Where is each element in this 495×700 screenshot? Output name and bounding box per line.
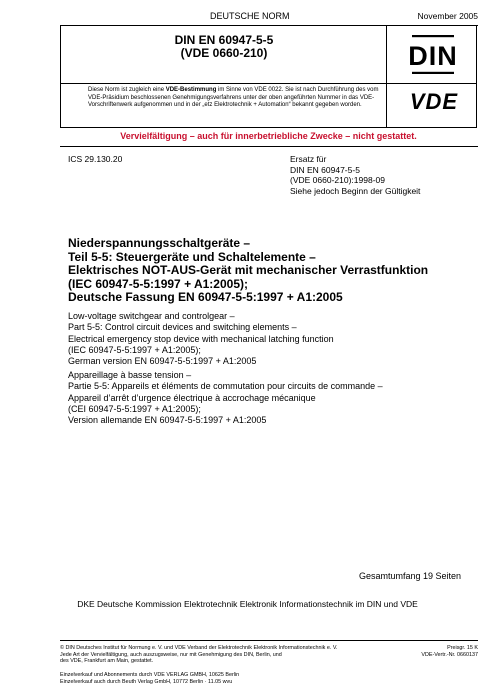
title-de-line: Deutsche Fassung EN 60947-5-5:1997 + A1:2005 [68, 290, 343, 305]
title-en-line: Electrical emergency stop device with mechanical latching function [68, 333, 334, 344]
page-count: Gesamtumfang 19 Seiten [358, 571, 461, 581]
title-de-line: Niederspannungsschaltgeräte – [68, 236, 251, 250]
sales-line: Einzelverkauf auch durch Beuth Verlag GmbH, 10772 Berlin · 11.05 wvu [60, 678, 233, 685]
replacement-line: DIN EN 60947-5-5 [290, 164, 360, 175]
vde-note [88, 87, 382, 110]
footer-rule [60, 640, 478, 641]
issue-date: November 2005 [417, 11, 478, 21]
title-en-line: German version EN 60947-5-5:1997 + A1:2005 [68, 356, 257, 367]
title-de-line: Teil 5-5: Steuergeräte und Schaltelemente – [68, 249, 316, 264]
title-french [68, 370, 473, 426]
title-fr-line: (CEI 60947-5-5:1997 + A1:2005); [68, 403, 201, 414]
title-en-line: Low-voltage switchgear and controlgear – [68, 311, 235, 321]
price-group: Preisgr. 15 K [447, 645, 478, 651]
copyright-notice [60, 645, 400, 665]
box-divider-vertical [386, 25, 387, 128]
committee-name: DKE Deutsche Kommission Elektrotechnik Elektronik Informationstechnik im DIN und VDE [77, 599, 418, 609]
title-fr-line: Partie 5-5: Appareils et éléments de commutation pour circuits de commande – [68, 381, 383, 392]
din-logo-text: DIN [408, 41, 458, 71]
standard-number-block [62, 34, 386, 60]
title-de-line: (IEC 60947-5-5:1997 + A1:2005); [68, 276, 248, 291]
standard-number: DIN EN 60947-5-5 [174, 33, 274, 47]
title-fr-line: Appareillage à basse tension – [68, 370, 192, 380]
box-divider-horizontal [60, 83, 477, 84]
sales-info [60, 672, 400, 685]
copyright-line: des VDE, Frankfurt am Main, gestattet. [60, 658, 154, 665]
title-fr-line: Version allemande EN 60947-5-5:1997 + A1:2005 [68, 415, 267, 426]
din-logo [393, 32, 473, 77]
vde-note-post: im Sinne von VDE 0022. Sie ist nach Durchführung des vom VDE-Präsidium beschlossenen Genehmigungsverfahrens unter der oben angeführten Nummer in das VDE-Vorschriftenwerk aufgenommen und in der „etz Elektrotechnik + Automation“ bekannt gegeben worden. [88, 87, 379, 108]
title-fr-line: Appareil d’arrêt d’urgence électrique à accrochage mécanique [68, 392, 316, 403]
replacement-line: Siehe jedoch Beginn der Gültigkeit [290, 185, 421, 196]
title-german [68, 237, 473, 305]
title-de-line: Elektrisches NOT-AUS-Gerät mit mechanischer Verrastfunktion [68, 263, 429, 278]
vde-note-pre: Diese Norm ist zugleich eine [88, 87, 166, 93]
replacement-info [290, 154, 420, 196]
sales-line: Einzelverkauf und Abonnements durch VDE VERLAG GMBH, 10625 Berlin [60, 672, 240, 678]
vde-number: (VDE 0660-210) [180, 46, 268, 60]
vde-note-bold: VDE-Bestimmung [165, 87, 217, 93]
title-en-line: (IEC 60947-5-5:1997 + A1:2005); [68, 344, 201, 355]
vde-logo-text: VDE [409, 89, 459, 114]
replacement-line: (VDE 0660-210):1998-09 [290, 175, 385, 185]
copyright-line: Jede Art der Vervielfältigung, auch auszugsweise, nur mit Genehmigung des DIN, Berlin, und [60, 651, 282, 658]
ics-code: ICS 29.130.20 [68, 154, 123, 164]
copyright-line: © DIN Deutsches Institut für Normung e. V. und VDE Verband der Elektrotechnik Elektronik Informationstechnik e. V. [60, 645, 338, 651]
price-info [421, 645, 478, 658]
notice-rule [60, 146, 478, 147]
reproduction-notice: Vervielfältigung – auch für innerbetriebliche Zwecke – nicht gestattet. [120, 131, 417, 141]
title-en-line: Part 5-5: Control circuit devices and switching elements – [68, 322, 297, 333]
replacement-line: Ersatz für [290, 154, 327, 164]
document-type-label: DEUTSCHE NORM [210, 11, 290, 21]
vde-order-number: VDE-Vertr.-Nr. 0660137 [421, 651, 478, 658]
vde-logo [396, 88, 472, 114]
title-english [68, 311, 473, 367]
